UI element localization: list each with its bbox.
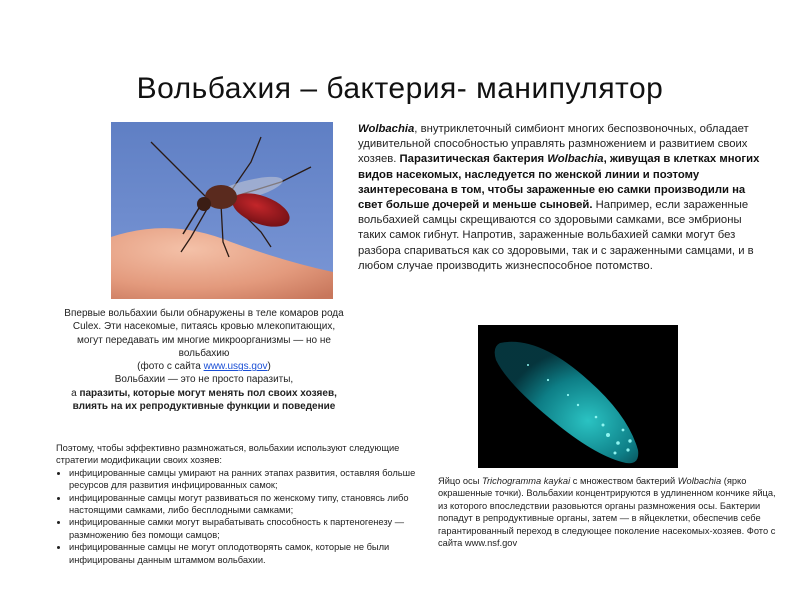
list-item: • инфицированные самцы умирают на ранних этапах развития, оставляя больше ресурсов для развития инфицированных самок; (69, 467, 416, 492)
usgs-link[interactable]: www.usgs.gov (203, 361, 268, 373)
egg-caption: Яйцо осы Trichogramma kaykai с множеством бактерий Wolbachia (ярко окрашенные точки). Вольбахии концентрируются в удлиненном кончике яйца, из которого впоследствии разовьются органы размножения осы. Бактерии попадут в репродуктивные органы, затем — в яйцеклетки, обеспечив себе гарантированный переход в следующее поколение насекомых-хозяев. Фото с сайта www.nsf.gov (438, 476, 776, 549)
mosquito-photo (111, 122, 333, 299)
mosquito-caption: Впервые вольбахии были обнаружены в теле комаров рода Culex. Эти насекомые, питаясь кровью млекопитающих, могут передавать им многие микроорганизмы — но не вольбахию (фото с сайта www.usgs.gov) Вольбахии — это не просто паразиты, а паразиты, которые могут менять пол своих хозяев, влиять на их репродуктивные функции и поведение (64, 308, 344, 413)
list-item: • инфицированные самцы не могут оплодотворять самок, которые не были инфицированы данным штаммом вольбахии. (69, 541, 416, 566)
strategies-block (56, 442, 416, 566)
wasp-egg-photo (478, 325, 678, 468)
list-item: • инфицированные самки могут вырабатывать способность к партеногенезу — размножению без помощи самцов; (69, 516, 416, 541)
list-item: • инфицированные самцы могут развиваться по женскому типу, становясь либо настоящими самками, либо бесплодными самками; (69, 492, 416, 517)
main-paragraph: Wolbachia, внутриклеточный симбионт многих беспозвоночных, обладает удивительной способностью управлять размножением и развитием своих хозяев. Паразитическая бактерия Wolbachia, живущая в клетках многих видов насекомых, наследуется по женской линии и поэтому заинтересована в том, чтобы зараженные ею самки производили на свет больше дочерей и меньше сыновей. Например, если зараженные вольбахией самцы скрещиваются со здоровыми самками, все эмбрионы таких самок гибнут. Напротив, зараженные вольбахией самки могут без разбора спариваться как со здоровыми, так и с зараженными самцами, и в любом случае производить жизнеспособное потомство. (358, 123, 760, 272)
strategies-intro: Поэтому, чтобы эффективно размножаться, вольбахии используют следующие стратегии модификации своих хозяев: (56, 443, 400, 466)
strategies-list (56, 467, 416, 566)
slide-title: Вольбахия – бактерия- манипулятор (136, 72, 664, 105)
